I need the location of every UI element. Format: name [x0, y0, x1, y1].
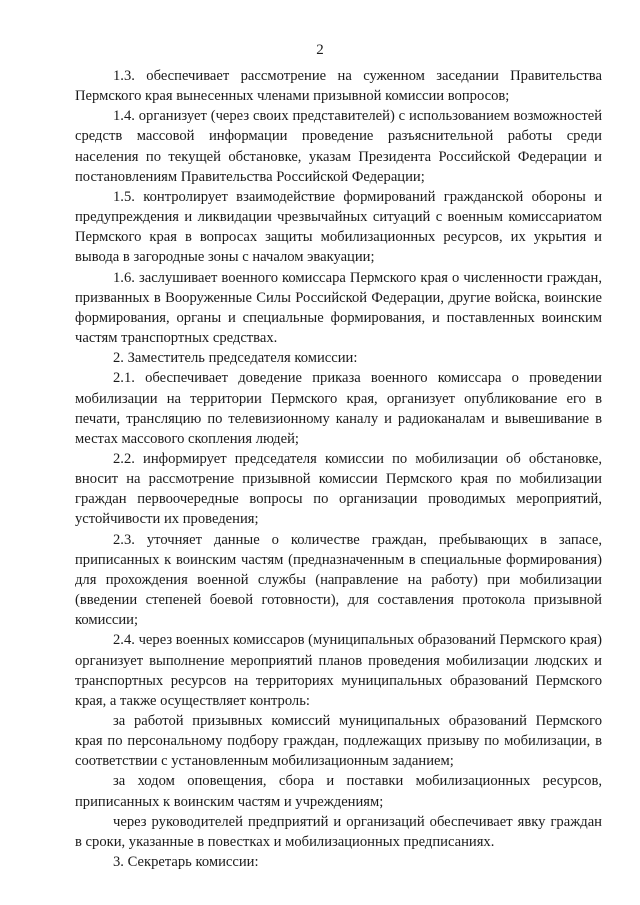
page-number: 2 [316, 42, 324, 58]
paragraph-2-3: 2.3. уточняет данные о количестве граждан, пребывающих в запасе, приписанных к воинским частям (предназначенным в специальные формирования) для прохождения военной службы (направление на работу) при мобилизации (введении степеней боевой готовности), для составления протокола призывной комиссии; [75, 531, 602, 629]
paragraph-2-4-item-3: через руководителей предприятий и организаций обеспечивает явку граждан в сроки, указанные в повестках и мобилизационных предписаниях. [75, 813, 602, 850]
paragraph-2-2: 2.2. информирует председателя комиссии по мобилизации об обстановке, вносит на рассмотрение призывной комиссии Пермского края по мобилизации граждан первоочередные вопросы по организации проводимых мероприятий, устойчивости их проведения; [75, 450, 602, 528]
paragraph-1-3: 1.3. обеспечивает рассмотрение на суженном заседании Правительства Пермского края вынесенных членами призывной комиссии вопросов; [75, 68, 602, 105]
section-2-heading: 2. Заместитель председателя комиссии: [113, 350, 358, 367]
document-body [75, 66, 602, 872]
paragraph-2-4: 2.4. через военных комиссаров (муниципальных образований Пермского края) организует выполнение мероприятий планов проведения мобилизации людских и транспортных ресурсов на территориях муниципальных образований Пермского края, а также осуществляет контроль: [75, 632, 602, 709]
paragraph-2-1: 2.1. обеспечивает доведение приказа военного комиссара о проведении мобилизации на территории Пермского края, организует опубликование его в печати, трансляцию по телевизионному каналу и радиоканалам и вывешивание в местах массового скопления людей; [75, 370, 602, 447]
section-3-heading: 3. Секретарь комиссии: [113, 854, 259, 871]
paragraph-2-4-item-2: за ходом оповещения, сбора и поставки мобилизационных ресурсов, приписанных к воинским частям и учреждениям; [75, 773, 602, 810]
paragraph-2-4-item-1: за работой призывных комиссий муниципальных образований Пермского края по персональному подбору граждан, подлежащих призыву по мобилизации, в соответствии с установленным мобилизационным заданием; [75, 713, 602, 770]
paragraph-1-5: 1.5. контролирует взаимодействие формирований гражданской обороны и предупреждения и ликвидации чрезвычайных ситуаций с военным комиссариатом Пермского края в вопросах защиты мобилизационных ресурсов, их укрытия и вывода в загородные зоны с началом эвакуации; [75, 188, 602, 266]
paragraph-1-4: 1.4. организует (через своих представителей) с использованием возможностей средств массовой информации проведение разъяснительной работы среди населения по текущей обстановке, указам Президента Российской Федерации и постановлениям Правительства Российской Федерации; [75, 108, 602, 185]
paragraph-1-6: 1.6. заслушивает военного комиссара Пермского края о численности граждан, призванных в Вооруженные Силы Российской Федерации, другие войска, воинские формирования, органы и специальные формирования, и поставленных воинским частям транспортных средствах. [75, 269, 602, 347]
